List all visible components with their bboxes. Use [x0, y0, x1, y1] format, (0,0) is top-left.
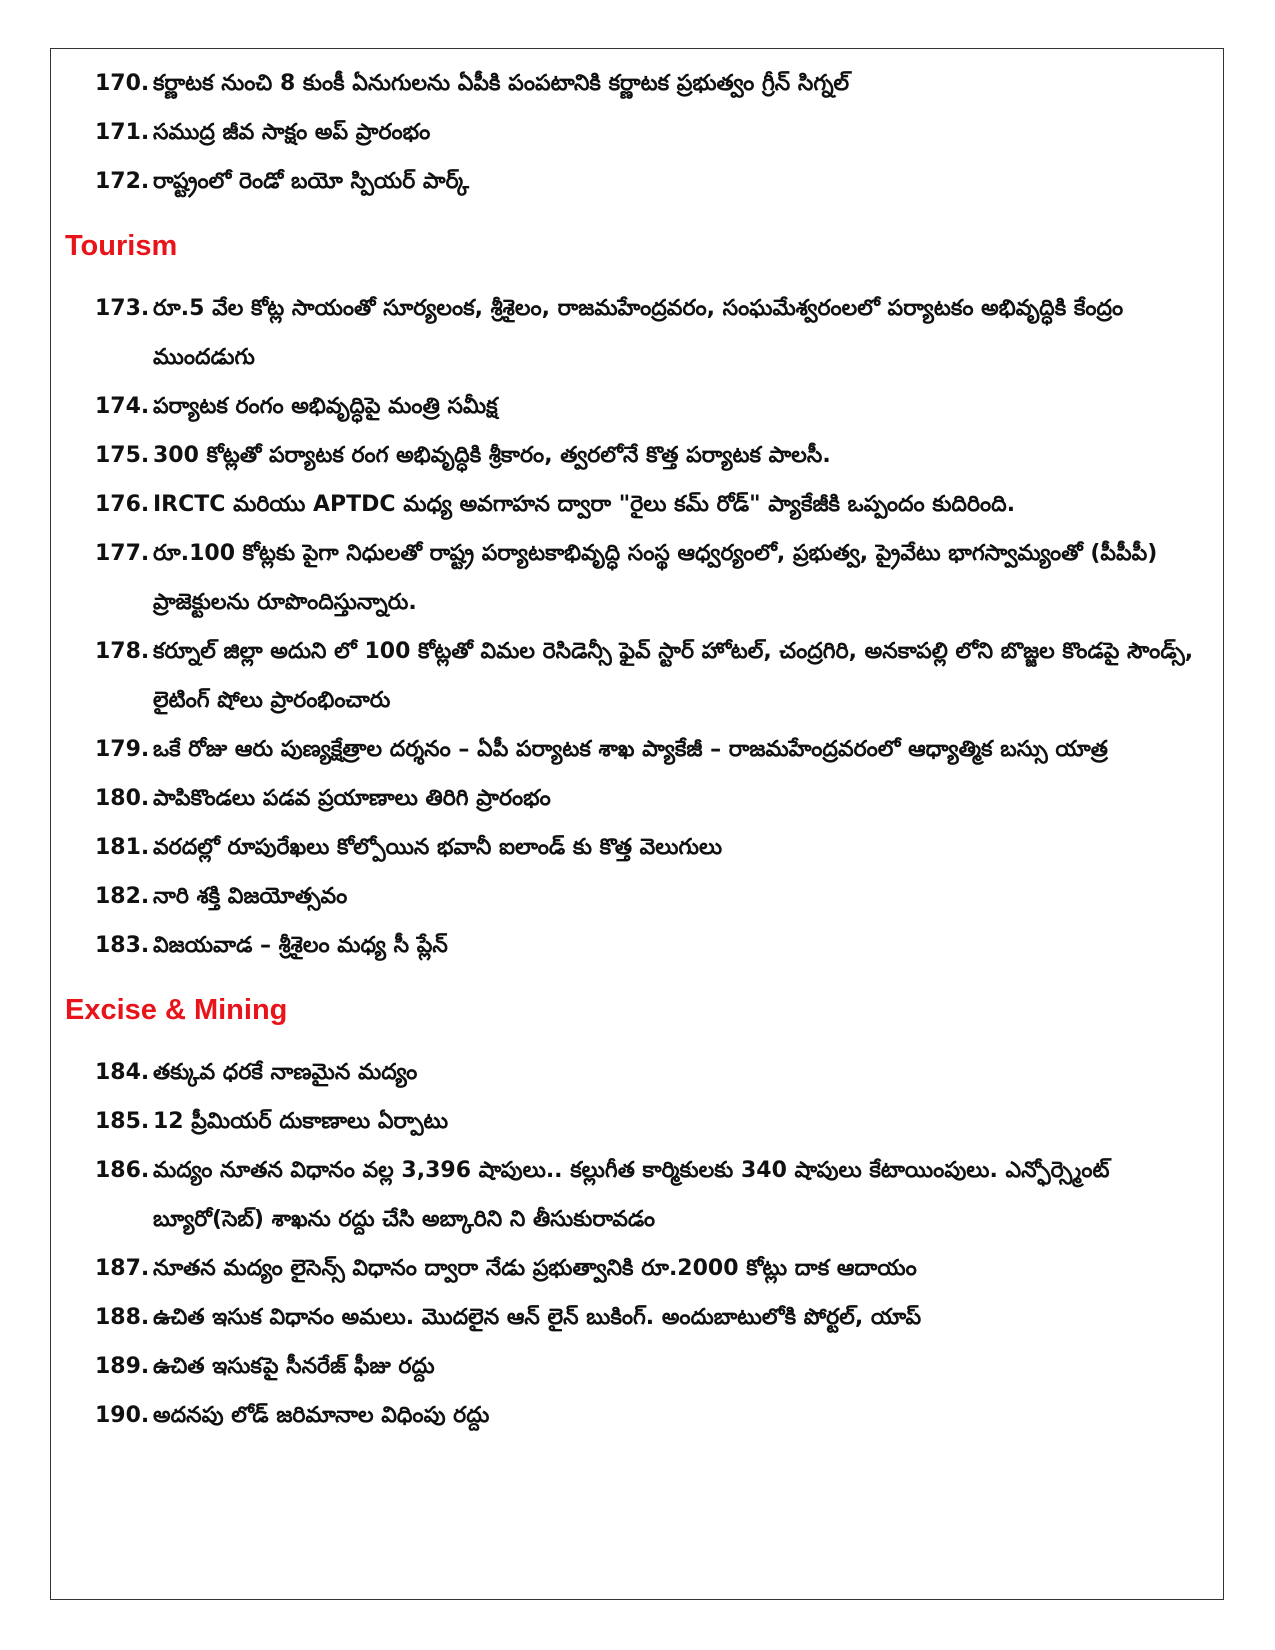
list-item [65, 823, 1209, 872]
item-number: 185. [95, 1109, 150, 1134]
section-heading: Tourism [65, 230, 178, 262]
item-number: 176. [95, 492, 150, 517]
item-text: నారి శక్తి విజయోత్సవం [153, 884, 348, 909]
item-number: 178. [95, 639, 150, 664]
list-item [65, 284, 1209, 382]
item-number: 174. [95, 394, 150, 419]
item-number: 175. [95, 443, 150, 468]
list-item [65, 1244, 1209, 1293]
list-item [65, 774, 1209, 823]
item-text: నూతన మద్యం లైసెన్స్ విధానం ద్వారా నేడు ప్రభుత్వానికి రూ.2000 కోట్లు దాక ఆదాయం [153, 1256, 917, 1281]
item-text: కర్నూల్ జిల్లా అదుని లో 100 కోట్లతో విమల రెసిడెన్సీ ఫైవ్ స్టార్ హోటల్, చంద్రగిరి, అనకాపల్లి లోని బొజ్జల కొండపై సౌండ్స్, లైటింగ్ షోలు ప్రారంభించారు [153, 639, 1194, 713]
section-excise-mining [65, 992, 1209, 1440]
item-number: 188. [95, 1305, 150, 1330]
item-text: రూ.5 వేల కోట్ల సాయంతో సూర్యలంక, శ్రీశైలం, రాజమహేంద్రవరం, సంఘమేశ్వరంలలో పర్యాటకం అభివృద్ధికి కేంద్రం ముందడుగు [153, 296, 1124, 370]
item-text: 300 కోట్లతో పర్యాటక రంగ అభివృద్ధికి శ్రీకారం, త్వరలోనే కొత్త పర్యాటక పాలసీ. [153, 443, 831, 468]
section-heading: Excise & Mining [65, 994, 288, 1026]
item-text: అదనపు లోడ్ జరిమానాల విధింపు రద్దు [153, 1403, 490, 1428]
item-text: తక్కువ ధరకే నాణమైన మద్యం [153, 1060, 418, 1085]
list-item [65, 1391, 1209, 1440]
item-number: 181. [95, 835, 150, 860]
item-number: 184. [95, 1060, 150, 1085]
page-frame [50, 48, 1224, 1600]
list-item [65, 157, 1209, 206]
item-text: ఒకే రోజు ఆరు పుణ్యక్షేత్రాల దర్శనం – ఏపీ పర్యాటక శాఖ ప్యాకేజీ – రాజమహేంద్రవరంలో ఆధ్యాత్మిక బస్సు యాత్ర [153, 737, 1108, 762]
list-item [65, 1293, 1209, 1342]
item-text: రాష్ట్రంలో రెండో బయో స్పియర్ పార్క్ [153, 169, 469, 194]
intro-list [65, 59, 1209, 206]
item-number: 189. [95, 1354, 150, 1379]
item-number: 186. [95, 1158, 150, 1183]
document-content [65, 59, 1209, 1440]
item-text: కర్ణాటక నుంచి 8 కుంకీ ఏనుగులను ఏపీకి పంపటానికి కర్ణాటక ప్రభుత్వం గ్రీన్ సిగ్నల్ [153, 71, 850, 96]
item-text: పర్యాటక రంగం అభివృద్ధిపై మంత్రి సమీక్ష [153, 394, 498, 419]
list-item [65, 1097, 1209, 1146]
section-tourism [65, 228, 1209, 970]
item-number: 180. [95, 786, 150, 811]
item-number: 173. [95, 296, 150, 321]
list-item [65, 59, 1209, 108]
item-text: వరదల్లో రూపురేఖలు కోల్పోయిన భవానీ ఐలాండ్ కు కొత్త వెలుగులు [153, 835, 723, 860]
item-text: విజయవాడ – శ్రీశైలం మధ్య సీ ప్లేన్ [153, 933, 448, 958]
list-item [65, 529, 1209, 627]
item-text: సముద్ర జీవ సాక్షం అప్ ప్రారంభం [153, 120, 431, 145]
item-number: 187. [95, 1256, 150, 1281]
item-number: 190. [95, 1403, 150, 1428]
list-item [65, 431, 1209, 480]
list-item [65, 480, 1209, 529]
item-text: మద్యం నూతన విధానం వల్ల 3,396 షాపులు.. కల్లుగీత కార్మికులకు 340 షాపులు కేటాయింపులు. ఎన్ఫోర్స్మెంట్ బ్యూరో(సెబ్) శాఖను రద్దు చేసి అబ్కారిని ని తీసుకురావడం [153, 1158, 1110, 1232]
item-number: 170. [95, 71, 150, 96]
item-text: ఉచిత ఇసుకపై సీనరేజ్ ఫీజు రద్దు [153, 1354, 435, 1379]
list-item [65, 108, 1209, 157]
list-item [65, 921, 1209, 970]
item-number: 172. [95, 169, 150, 194]
list-item [65, 382, 1209, 431]
list-item [65, 1048, 1209, 1097]
item-text: ఉచిత ఇసుక విధానం అమలు. మొదలైన ఆన్ లైన్ బుకింగ్. అందుబాటులోకి పోర్టల్, యాప్ [153, 1305, 922, 1330]
item-number: 182. [95, 884, 150, 909]
list-item [65, 627, 1209, 725]
item-number: 177. [95, 541, 150, 566]
list-item [65, 725, 1209, 774]
item-text: పాపికొండలు పడవ ప్రయాణాలు తిరిగి ప్రారంభం [153, 786, 551, 811]
item-number: 171. [95, 120, 150, 145]
list-item [65, 872, 1209, 921]
item-number: 179. [95, 737, 150, 762]
list-item [65, 1342, 1209, 1391]
item-text: 12 ప్రీమియర్ దుకాణాలు ఏర్పాటు [153, 1109, 449, 1134]
item-number: 183. [95, 933, 150, 958]
list-item [65, 1146, 1209, 1244]
item-text: రూ.100 కోట్లకు పైగా నిధులతో రాష్ట్ర పర్యాటకాభివృద్ధి సంస్థ ఆధ్వర్యంలో, ప్రభుత్వ, ప్రైవేటు భాగస్వామ్యంతో (పీపీపీ) ప్రాజెక్టులను రూపొందిస్తున్నారు. [153, 541, 1158, 615]
item-text: IRCTC మరియు APTDC మధ్య అవగాహన ద్వారా "రైలు కమ్ రోడ్" ప్యాకేజీకి ఒప్పందం కుదిరింది. [153, 492, 1016, 517]
